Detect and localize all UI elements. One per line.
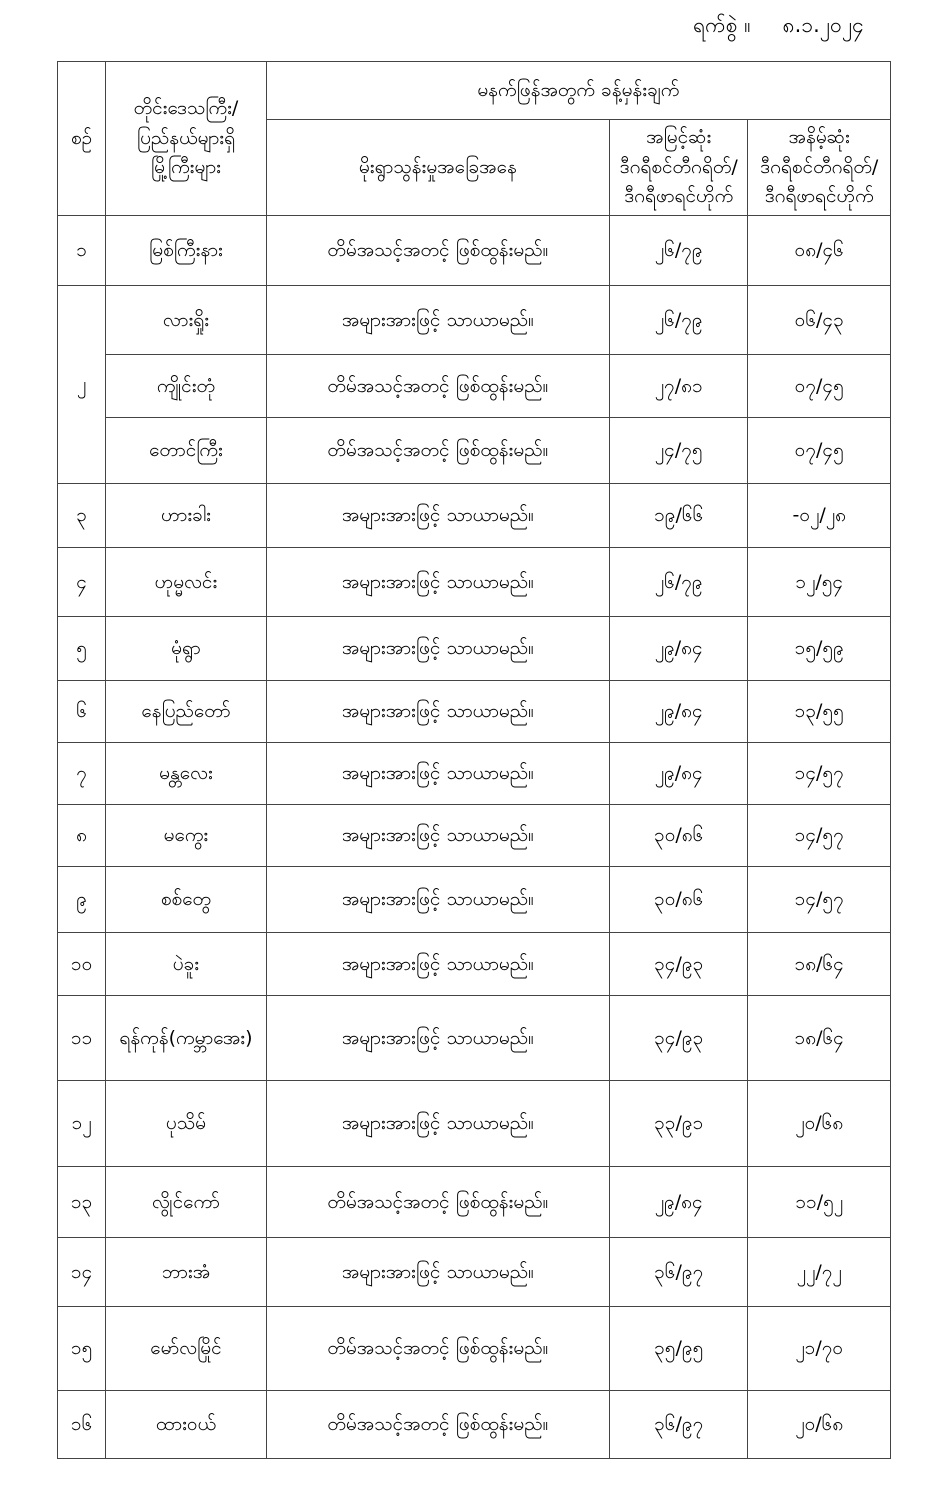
- row-max-temp: ၂၆/၇၉: [609, 548, 747, 617]
- row-min-temp: ၀၇/၄၅: [748, 355, 891, 418]
- table-header: [58, 62, 891, 216]
- table-row: [58, 617, 891, 681]
- row-condition: အများအားဖြင့် သာယာမည်။: [266, 1238, 609, 1307]
- row-condition: အများအားဖြင့် သာယာမည်။: [266, 617, 609, 681]
- row-condition: အများအားဖြင့် သာယာမည်။: [266, 548, 609, 617]
- row-max-temp: ၂၉/၈၄: [609, 681, 747, 743]
- row-no: ၂: [58, 286, 106, 484]
- row-condition: တိမ်အသင့်အတင့် ဖြစ်ထွန်းမည်။: [266, 418, 609, 484]
- row-no: ၃: [58, 484, 106, 548]
- row-no: ၁၆: [58, 1391, 106, 1459]
- row-min-temp: ၁၈/၆၄: [748, 996, 891, 1081]
- row-condition: တိမ်အသင့်အတင့် ဖြစ်ထွန်းမည်။: [266, 216, 609, 286]
- header-forecast-group: မနက်ဖြန်အတွက် ခန့်မှန်းချက်: [266, 62, 890, 120]
- row-no: ၅: [58, 617, 106, 681]
- row-min-temp: ၁၂/၅၄: [748, 548, 891, 617]
- row-no: ၁၁: [58, 996, 106, 1081]
- table-row: [58, 216, 891, 286]
- row-min-temp: ၁၅/၅၉: [748, 617, 891, 681]
- row-condition: အများအားဖြင့် သာယာမည်။: [266, 484, 609, 548]
- row-city: ဟားခါး: [106, 484, 267, 548]
- row-city: တောင်ကြီး: [106, 418, 267, 484]
- row-min-temp: ၁၁/၅၂: [748, 1167, 891, 1238]
- table-row: [58, 1238, 891, 1307]
- row-min-temp: ၂၂/၇၂: [748, 1238, 891, 1307]
- row-condition: အများအားဖြင့် သာယာမည်။: [266, 1081, 609, 1167]
- row-city: ဟုမ္မလင်း: [106, 548, 267, 617]
- table-row: [58, 1167, 891, 1238]
- row-min-temp: ၂၁/၇၀: [748, 1307, 891, 1391]
- row-city: နေပြည်တော်: [106, 681, 267, 743]
- row-max-temp: ၃၀/၈၆: [609, 867, 747, 933]
- row-condition: အများအားဖြင့် သာယာမည်။: [266, 286, 609, 355]
- row-no: ၆: [58, 681, 106, 743]
- header-city-line3: မြို့ကြီးများ: [150, 156, 221, 179]
- row-condition: အများအားဖြင့် သာယာမည်။: [266, 867, 609, 933]
- table-row: [58, 548, 891, 617]
- header-min-line1: အနိမ့်ဆုံး: [788, 126, 850, 149]
- row-condition: အများအားဖြင့် သာယာမည်။: [266, 996, 609, 1081]
- row-city: လားရှိုး: [106, 286, 267, 355]
- header-min-line3: ဒီဂရီဖာရင်ဟိုက်: [764, 185, 874, 208]
- header-condition: မိုးရွာသွန်းမှုအခြေအနေ: [266, 120, 609, 216]
- date-value: ၈.၁.၂၀၂၄: [782, 13, 864, 37]
- row-city: မြစ်ကြီးနား: [106, 216, 267, 286]
- row-max-temp: ၃၃/၉၁: [609, 1081, 747, 1167]
- table-row: [58, 867, 891, 933]
- row-city: မုံရွာ: [106, 617, 267, 681]
- row-no: ၉: [58, 867, 106, 933]
- table-row: [58, 1391, 891, 1459]
- row-condition: တိမ်အသင့်အတင့် ဖြစ်ထွန်းမည်။: [266, 355, 609, 418]
- table-row: [58, 1307, 891, 1391]
- header-min-temp: [748, 120, 891, 216]
- row-min-temp: -၀၂/၂၈: [748, 484, 891, 548]
- header-min-line2: ဒီဂရီစင်တီဂရိတ်/: [760, 155, 879, 178]
- row-city: ထားဝယ်: [106, 1391, 267, 1459]
- header-max-line2: ဒီဂရီစင်တီဂရိတ်/: [619, 155, 738, 178]
- row-max-temp: ၃၀/၈၆: [609, 805, 747, 867]
- row-max-temp: ၃၄/၉၃: [609, 933, 747, 996]
- row-max-temp: ၂၉/၈၄: [609, 617, 747, 681]
- row-city: ကျိုင်းတုံ: [106, 355, 267, 418]
- row-max-temp: ၂၉/၈၄: [609, 1167, 747, 1238]
- table-row: [58, 418, 891, 484]
- row-max-temp: ၂၄/၇၅: [609, 418, 747, 484]
- table-row: [58, 805, 891, 867]
- row-no: ၁၀: [58, 933, 106, 996]
- header-max-temp: [609, 120, 747, 216]
- row-min-temp: ၁၄/၅၇: [748, 743, 891, 805]
- row-condition: အများအားဖြင့် သာယာမည်။: [266, 743, 609, 805]
- row-condition: တိမ်အသင့်အတင့် ဖြစ်ထွန်းမည်။: [266, 1167, 609, 1238]
- row-max-temp: ၁၉/၆၆: [609, 484, 747, 548]
- row-condition: အများအားဖြင့် သာယာမည်။: [266, 805, 609, 867]
- row-min-temp: ၀၇/၄၅: [748, 418, 891, 484]
- row-condition: တိမ်အသင့်အတင့် ဖြစ်ထွန်းမည်။: [266, 1391, 609, 1459]
- row-no: ၁၅: [58, 1307, 106, 1391]
- row-min-temp: ၂၀/၆၈: [748, 1081, 891, 1167]
- row-min-temp: ၁၄/၅၇: [748, 867, 891, 933]
- row-no: ၁၃: [58, 1167, 106, 1238]
- row-condition: အများအားဖြင့် သာယာမည်။: [266, 681, 609, 743]
- table-row: [58, 743, 891, 805]
- header-city: [106, 62, 267, 216]
- row-max-temp: ၂၆/၇၉: [609, 286, 747, 355]
- row-city: မကွေး: [106, 805, 267, 867]
- row-min-temp: ၀၈/၄၆: [748, 216, 891, 286]
- row-no: ၁၂: [58, 1081, 106, 1167]
- table-row: [58, 355, 891, 418]
- header-max-line3: ဒီဂရီဖာရင်ဟိုက်: [624, 185, 734, 208]
- table-row: [58, 1081, 891, 1167]
- row-min-temp: ၁၈/၆၄: [748, 933, 891, 996]
- table-row: [58, 484, 891, 548]
- row-max-temp: ၃၅/၉၅: [609, 1307, 747, 1391]
- row-max-temp: ၂၆/၇၉: [609, 216, 747, 286]
- row-min-temp: ၂၀/၆၈: [748, 1391, 891, 1459]
- row-max-temp: ၂၉/၈၄: [609, 743, 747, 805]
- row-condition: အများအားဖြင့် သာယာမည်။: [266, 933, 609, 996]
- header-city-line2: ပြည်နယ်များရှိ: [136, 126, 235, 149]
- row-no: ၁: [58, 216, 106, 286]
- table-row: [58, 933, 891, 996]
- row-city: စစ်တွေ: [106, 867, 267, 933]
- row-max-temp: ၃၄/၉၃: [609, 996, 747, 1081]
- row-min-temp: ၀၆/၄၃: [748, 286, 891, 355]
- header-city-line1: တိုင်းဒေသကြီး/: [133, 97, 239, 120]
- row-city: ရန်ကုန်(ကမ္ဘာအေး): [106, 996, 267, 1081]
- row-min-temp: ၁၄/၅၇: [748, 805, 891, 867]
- table-row: [58, 286, 891, 355]
- row-no: ၁၄: [58, 1238, 106, 1307]
- row-max-temp: ၂၇/၈၁: [609, 355, 747, 418]
- header-no: စဉ်: [58, 62, 106, 216]
- row-city: လွိုင်ကော်: [106, 1167, 267, 1238]
- forecast-table: [57, 61, 891, 1459]
- row-city: ပဲခူး: [106, 933, 267, 996]
- table-row: [58, 996, 891, 1081]
- table-row: [58, 681, 891, 743]
- header-max-line1: အမြင့်ဆုံး: [646, 126, 712, 149]
- row-no: ၄: [58, 548, 106, 617]
- row-min-temp: ၁၃/၅၅: [748, 681, 891, 743]
- row-city: မော်လမြိုင်: [106, 1307, 267, 1391]
- row-max-temp: ၃၆/၉၇: [609, 1391, 747, 1459]
- row-city: ဘားအံ: [106, 1238, 267, 1307]
- document-date: [693, 12, 864, 43]
- table-body: [58, 216, 891, 1459]
- row-max-temp: ၃၆/၉၇: [609, 1238, 747, 1307]
- row-condition: တိမ်အသင့်အတင့် ဖြစ်ထွန်းမည်။: [266, 1307, 609, 1391]
- row-no: ၈: [58, 805, 106, 867]
- row-no: ၇: [58, 743, 106, 805]
- date-label: ရက်စွဲ ။: [693, 13, 751, 37]
- row-city: မန္တလေး: [106, 743, 267, 805]
- row-city: ပုသိမ်: [106, 1081, 267, 1167]
